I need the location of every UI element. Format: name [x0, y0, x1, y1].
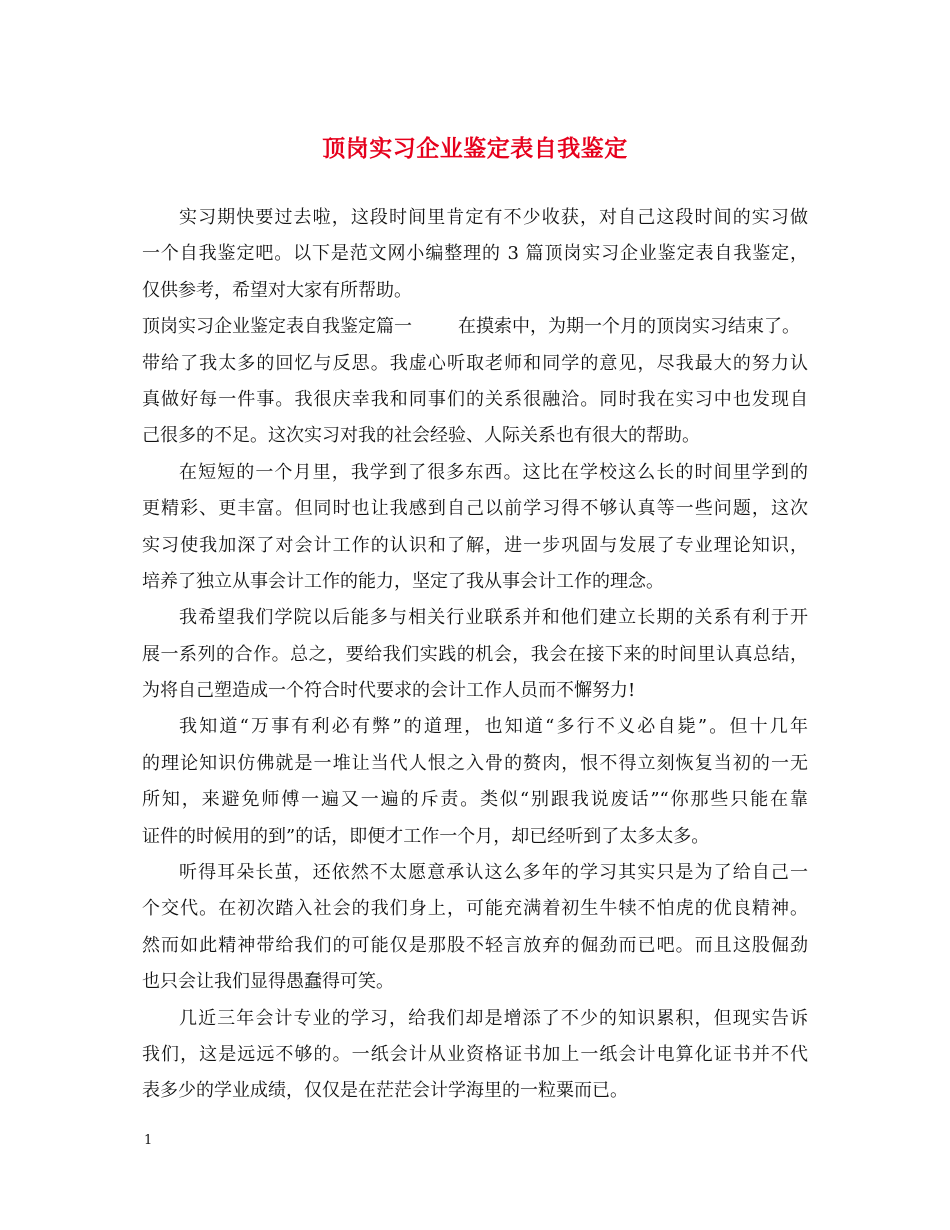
document-body — [142, 200, 808, 1110]
section-heading: 顶岗实习企业鉴定表自我鉴定篇一 — [142, 316, 412, 338]
paragraph-line: 带给了我太多的回忆与反思。我虚心听取老师和同学的意见，尽我最大的努力认 — [142, 352, 808, 374]
paragraph-line: 展一系列的合作。总之，要给我们实践的机会，我会在接下来的时间里认真总结， — [142, 643, 808, 665]
paragraph-line: 所知，来避免师傅一遍又一遍的斥责。类似“别跟我说废话”“你那些只能在靠 — [142, 789, 808, 811]
paragraph-line: 仅供参考，希望对大家有所帮助。 — [142, 279, 412, 301]
paragraph-line: 我知道“万事有利必有弊”的道理，也知道“多行不义必自毙”。但十几年 — [179, 716, 808, 738]
paragraph-line: 实习期快要过去啦，这段时间里肯定有不少收获，对自己这段时间的实习做 — [179, 207, 808, 228]
paragraph-line: 个交代。在初次踏入社会的我们身上，可能充满着初生牛犊不怕虎的优良精神。 — [142, 898, 808, 920]
section-line — [142, 309, 808, 345]
paragraph-line: 培养了独立从事会计工作的能力，坚定了我从事会计工作的理念。 — [142, 570, 664, 592]
paragraph-line: 证件的时候用的到”的话，即便才工作一个月，却已经听到了太多太多。 — [142, 825, 710, 847]
paragraph-line: 实习使我加深了对会计工作的认识和了解，进一步巩固与发展了专业理论知识， — [142, 534, 808, 556]
paragraph-line: 为将自己塑造成一个符合时代要求的会计工作人员而不懈努力! — [142, 680, 636, 702]
paragraph-line: 然而如此精神带给我们的可能仅是那股不轻言放弃的倔劲而已吧。而且这股倔劲 — [142, 934, 808, 956]
paragraph-line: 的理论知识仿佛就是一堆让当代人恨之入骨的赘肉，恨不得立刻恢复当初的一无 — [142, 752, 808, 774]
paragraph-line: 在摸索中，为期一个月的顶岗实习结束了。 — [458, 316, 800, 338]
paragraph-line: 几近三年会计专业的学习，给我们却是增添了不少的知识累积，但现实告诉 — [179, 1007, 808, 1029]
page-number: 1 — [144, 1133, 153, 1148]
document-title: 顶岗实习企业鉴定表自我鉴定 — [322, 135, 628, 162]
paragraph-line: 一个自我鉴定吧。以下是范文网小编整理的 3 篇顶岗实习企业鉴定表自我鉴定， — [142, 243, 808, 265]
paragraph-line: 我希望我们学院以后能多与相关行业联系并和他们建立长期的关系有利于开 — [179, 607, 808, 629]
paragraph-line: 也只会让我们显得愚蠢得可笑。 — [142, 971, 394, 993]
paragraph-line: 我们，这是远远不够的。一纸会计从业资格证书加上一纸会计电算化证书并不代 — [142, 1043, 808, 1065]
paragraph-line: 真做好每一件事。我很庆幸我和同事们的关系很融洽。同时我在实习中也发现自 — [142, 388, 808, 410]
paragraph-line: 表多少的学业成绩，仅仅是在茫茫会计学海里的一粒粟而已。 — [142, 1080, 628, 1102]
paragraph-line: 更精彩、更丰富。但同时也让我感到自己以前学习得不够认真等一些问题，这次 — [142, 498, 808, 520]
paragraph-line: 听得耳朵长茧，还依然不太愿意承认这么多年的学习其实只是为了给自己一 — [179, 862, 808, 884]
paragraph-line: 己很多的不足。这次实习对我的社会经验、人际关系也有很大的帮助。 — [142, 425, 700, 447]
paragraph-line: 在短短的一个月里，我学到了很多东西。这比在学校这么长的时间里学到的 — [179, 461, 808, 483]
